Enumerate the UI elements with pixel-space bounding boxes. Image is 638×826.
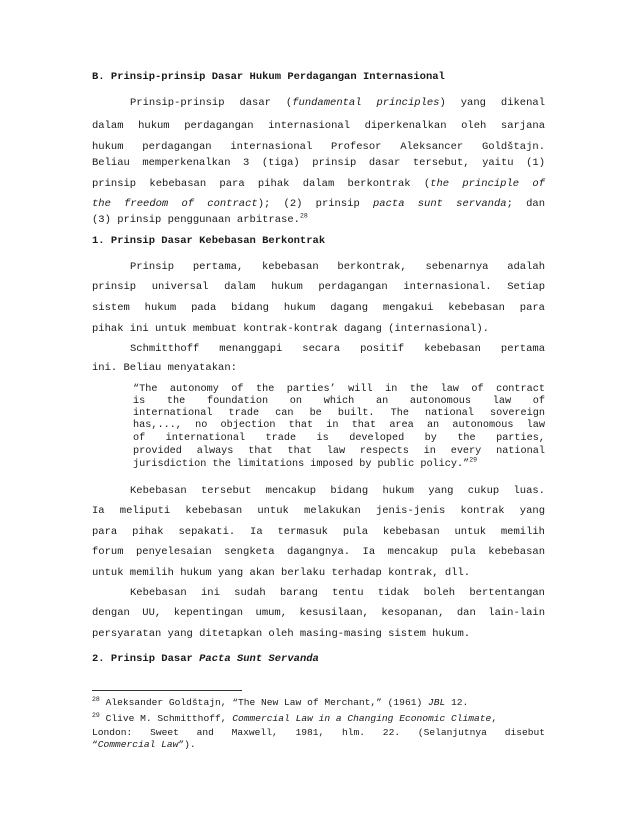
text-run: ) yang dikenal — [439, 97, 546, 109]
paragraph-line — [92, 198, 545, 211]
block-quote-line: “The autonomy of the parties’ will in the law of contract — [133, 384, 545, 395]
text-run: ); (2) prinsip — [257, 198, 373, 210]
text-run: ”). — [178, 739, 196, 750]
footnote-29 — [92, 713, 545, 725]
text-run: Aleksander Goldštajn, “The New Law of Merchant,” (1961) — [99, 697, 428, 708]
block-quote-line: of international trade is developed by the parties, — [133, 433, 545, 444]
paragraph-line: ini. Beliau menyatakan: — [92, 362, 237, 374]
text-run: (3) prinsip penggunaan arbitrase. — [92, 214, 300, 226]
paragraph-line: hukum perdagangan internasional Profesor Aleksancer Goldštajn. — [92, 141, 545, 153]
paragraph-line: Kebebasan ini sudah barang tentu tidak boleh bertentangan — [130, 587, 545, 599]
text-run: jurisdiction the limitations imposed by public policy.” — [133, 459, 470, 470]
text-run: prinsip kebebasan para pihak dalam berkontrak ( — [92, 178, 431, 190]
italic-term: Commercial Law in a Changing Economic Climate — [232, 713, 492, 724]
text-run: ; dan — [506, 198, 545, 210]
block-quote-line: provided always that that law respects in every national — [133, 446, 545, 457]
footnote-ref: 28 — [299, 212, 308, 220]
italic-term: Commercial Law — [97, 739, 179, 750]
footnote-ref: 29 — [469, 456, 478, 464]
footnote-28 — [92, 697, 545, 709]
italic-term: the freedom of contract — [92, 198, 258, 210]
paragraph-line: dengan UU, kepentingan umum, kesusilaan, kesopanan, dan lain-lain — [92, 607, 545, 619]
paragraph-line — [92, 178, 545, 191]
paragraph-line: dalam hukum perdagangan internasional diperkenalkan oleh sarjana — [92, 120, 545, 132]
section-heading-2 — [92, 653, 545, 666]
italic-term: fundamental principles — [292, 97, 440, 109]
paragraph-line: pihak ini untuk membuat kontrak-kontrak dagang (internasional). — [92, 323, 489, 335]
italic-term: Pacta Sunt Servanda — [199, 653, 319, 665]
paragraph-line: Beliau memperkenalkan 3 (tiga) prinsip dasar tersebut, yaitu (1) — [92, 157, 545, 169]
block-quote-line — [133, 456, 545, 471]
paragraph-line: Schmitthoff menanggapi secara positif kebebasan pertama — [130, 343, 545, 355]
italic-term: JBL — [427, 697, 446, 708]
footnote-number: 29 — [92, 711, 100, 719]
footnote-number: 28 — [92, 695, 100, 703]
paragraph-line: untuk memilih hukum yang akan berlaku terhadap kontrak, dll. — [92, 567, 471, 579]
paragraph-line: para pihak sepakati. Ia termasuk pula kebebasan untuk memilih — [92, 526, 545, 538]
block-quote-line: international trade can be built. The national sovereign — [133, 408, 545, 419]
block-quote-line: has,..., no objection that in that area an autonomous law — [133, 420, 545, 431]
block-quote-line: is the foundation on which an autonomous law of — [133, 396, 545, 407]
footnote-line — [92, 739, 545, 751]
section-heading-1: 1. Prinsip Dasar Kebebasan Berkontrak — [92, 235, 326, 247]
italic-term: pacta sunt servanda — [372, 198, 507, 210]
text-run: Clive M. Schmitthoff, — [99, 713, 233, 724]
paragraph-line: sistem hukum pada bidang hukum dagang mengakui kebebasan para — [92, 302, 545, 314]
paragraph-line: Kebebasan tersebut mencakup bidang hukum yang cukup luas. — [130, 485, 545, 497]
paragraph-line — [92, 214, 545, 227]
text-run: 12. — [445, 697, 469, 708]
paragraph-line: prinsip universal dalam hukum perdagangan internasional. Setiap — [92, 281, 545, 293]
text-run: , — [491, 713, 498, 724]
text-run: Prinsip-prinsip dasar ( — [130, 97, 293, 109]
text-run: “ — [92, 739, 98, 750]
paragraph-line: Prinsip pertama, kebebasan berkontrak, sebenarnya adalah — [130, 261, 545, 273]
footnote-line: London: Sweet and Maxwell, 1981, hlm. 22. (Selanjutnya disebut — [92, 727, 545, 738]
paragraph-line: forum penyelesaian sengketa dagangnya. Ia mencakup pula kebebasan — [92, 546, 545, 558]
section-heading-b: B. Prinsip-prinsip Dasar Hukum Perdagangan Internasional — [92, 71, 445, 83]
paragraph-line: persyaratan yang ditetapkan oleh masing-masing sistem hukum. — [92, 628, 471, 640]
italic-term: the principle of — [430, 178, 545, 190]
text-run: 2. Prinsip Dasar — [92, 653, 200, 665]
paragraph-line — [130, 97, 545, 110]
footnote-separator — [92, 690, 242, 691]
paragraph-line: Ia meliputi kebebasan untuk melakukan jenis-jenis kontrak yang — [92, 505, 545, 517]
